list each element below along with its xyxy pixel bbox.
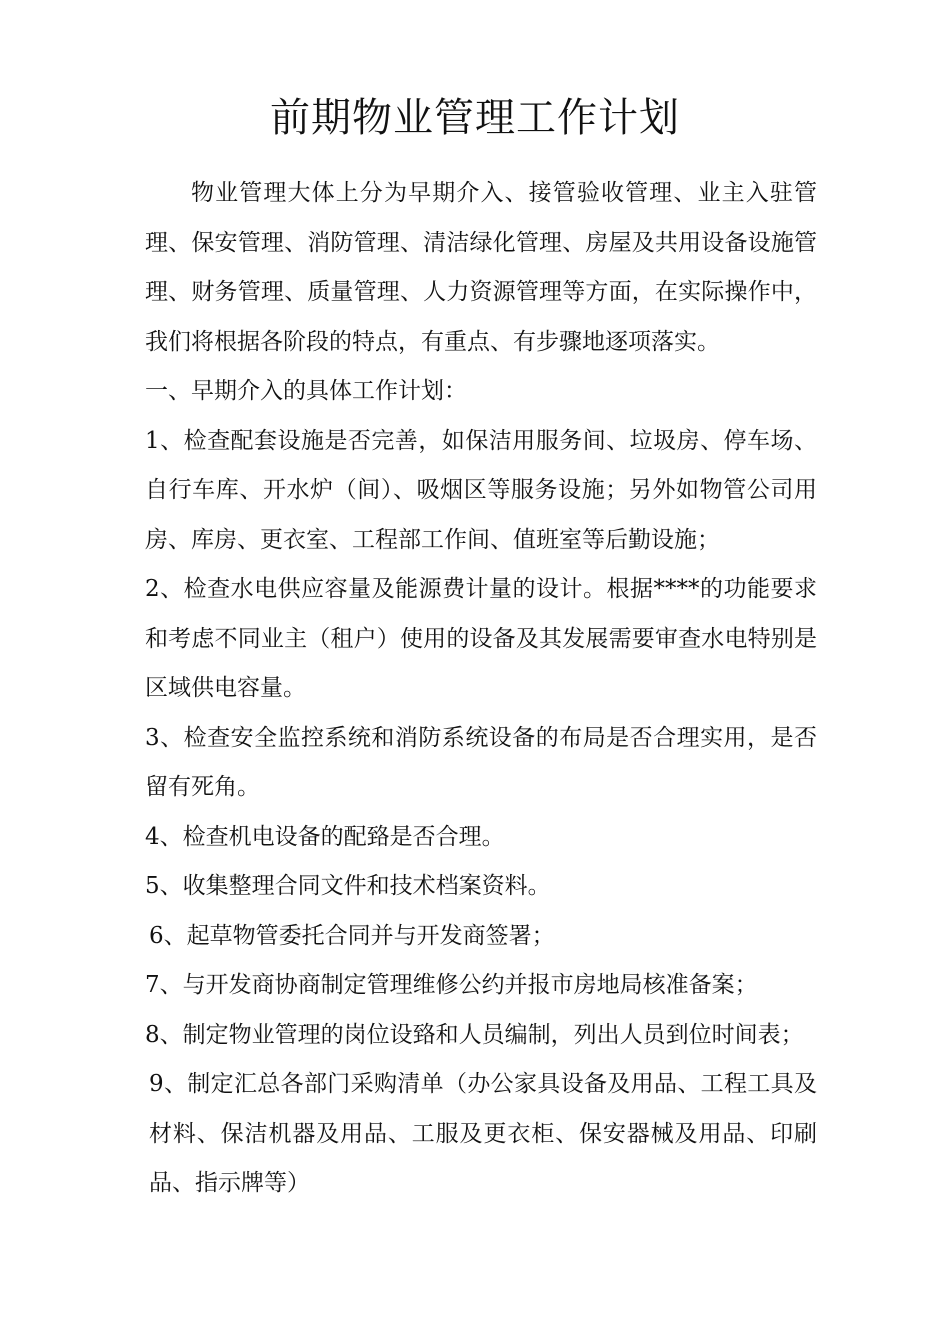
list-item: 7、与开发商协商制定管理维修公约并报市房地局核准备案； (145, 972, 758, 998)
list-item: 5、收集整理合同文件和技术档案资料。 (145, 873, 551, 899)
intro-paragraph: 物业管理大体上分为早期介入、接管验收管理、业主入驻管理、保安管理、消防管理、清洁绿化管理、房屋及共用设备设施管理、财务管理、质量管理、人力资源管理等方面，在实际操作中，我们将根据各阶段的特点，有重点、有步骤地逐项落实。 (145, 180, 817, 355)
list-item: 2、检查水电供应容量及能源费计量的设计。根据****的功能要求和考虑不同业主（租户）使用的设备及其发展需要审查水电特别是区域供电容量。 (145, 576, 817, 701)
list-item: 9、制定汇总各部门采购清单（办公家具设备及用品、工程工具及材料、保洁机器及用品、工服及更衣柜、保安器械及用品、印刷品、指示牌等） (149, 1071, 817, 1196)
list-item: 6、起草物管委托合同并与开发商签署； (149, 922, 555, 949)
document-title: 前期物业管理工作计划 (270, 95, 680, 141)
section-heading: 一、早期介入的具体工作计划： (145, 378, 467, 404)
list-item: 8、制定物业管理的岗位设臵和人员编制，列出人员到位时间表； (145, 1021, 804, 1048)
list-item: 3、检查安全监控系统和消防系统设备的布局是否合理实用，是否留有死角。 (145, 724, 817, 800)
list-item: 4、检查机电设备的配臵是否合理。 (145, 823, 505, 850)
document-body (145, 169, 817, 1209)
list-item: 1、检查配套设施是否完善，如保洁用服务间、垃圾房、停车场、自行车库、开水炉（间）、吸烟区等服务设施；另外如物管公司用房、库房、更衣室、工程部工作间、值班室等后勤设施； (145, 427, 817, 553)
